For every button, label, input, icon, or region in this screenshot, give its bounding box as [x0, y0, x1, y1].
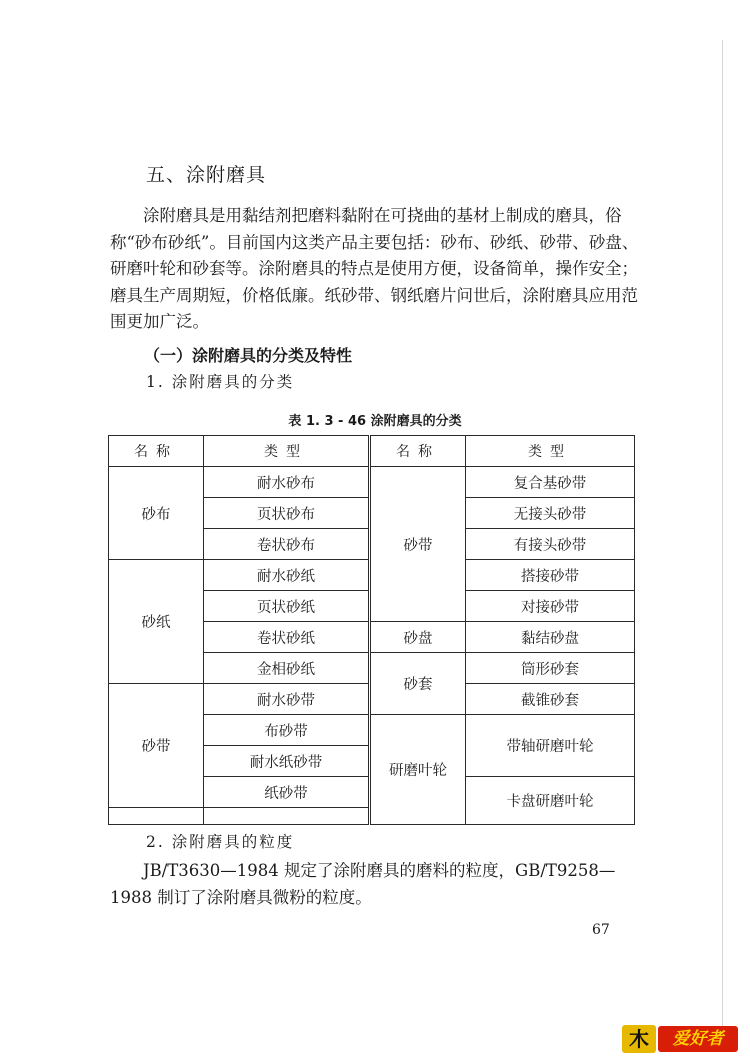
table-row [109, 467, 635, 498]
type-cell: 金相砂纸 [204, 653, 370, 684]
type-cell: 卷状砂布 [204, 529, 370, 560]
sub-item-classification: 1. 涂附磨具的分类 [146, 373, 295, 391]
group-name-cell: 砂盘 [370, 622, 466, 653]
header-name-right: 名称 [370, 436, 466, 467]
page-edge-line [722, 40, 723, 1030]
type-cell: 卡盘研磨叶轮 [466, 777, 635, 825]
type-cell: 复合基砂带 [466, 467, 635, 498]
type-cell: 页状砂纸 [204, 591, 370, 622]
group-name-cell: 砂带 [370, 467, 466, 622]
type-cell: 无接头砂带 [466, 498, 635, 529]
watermark-mark: 木 [622, 1025, 656, 1053]
group-name-cell: 砂带 [109, 684, 204, 808]
page-number: 67 [592, 922, 610, 938]
spacer-cell [109, 808, 204, 825]
table-header-row [109, 436, 635, 467]
group-name-cell: 砂布 [109, 467, 204, 560]
type-cell: 对接砂带 [466, 591, 635, 622]
type-cell: 页状砂布 [204, 498, 370, 529]
header-type-right: 类型 [466, 436, 635, 467]
section-title: 五、涂附磨具 [146, 164, 267, 186]
group-name-cell: 砂纸 [109, 560, 204, 684]
group-name-cell: 研磨叶轮 [370, 715, 466, 825]
watermark-logo [622, 1025, 740, 1053]
type-cell: 带轴研磨叶轮 [466, 715, 635, 777]
type-cell: 黏结砂盘 [466, 622, 635, 653]
type-cell: 有接头砂带 [466, 529, 635, 560]
table-caption: 表 1. 3 - 46 涂附磨具的分类 [288, 414, 462, 429]
watermark-text: 爱好者 [658, 1026, 738, 1052]
sub-item-grain-size: 2. 涂附磨具的粒度 [146, 833, 295, 851]
group-name-cell: 砂套 [370, 653, 466, 715]
type-cell: 搭接砂带 [466, 560, 635, 591]
intro-paragraph: 涂附磨具是用黏结剂把磨料黏附在可挠曲的基材上制成的磨具，俗称“砂布砂纸”。目前国内这类产品主要包括：砂布、砂纸、砂带、砂盘、研磨叶轮和砂套等。涂附磨具的特点是使用方便，设备简单，操作安全；磨具生产周期短，价格低廉。纸砂带、钢纸磨片问世后，涂附磨具应用范围更加广泛。 [110, 206, 639, 331]
type-cell: 截锥砂套 [466, 684, 635, 715]
header-name-left: 名称 [109, 436, 204, 467]
type-cell: 卷状砂纸 [204, 622, 370, 653]
spacer-cell [204, 808, 370, 825]
type-cell: 耐水砂纸 [204, 560, 370, 591]
grain-paragraph: JB/T3630—1984 规定了涂附磨具的磨料的粒度，GB/T9258—1988 制订了涂附磨具微粉的粒度。 [110, 861, 616, 907]
sub-heading: （一）涂附磨具的分类及特性 [144, 346, 353, 365]
type-cell: 耐水砂带 [204, 684, 370, 715]
type-cell: 耐水砂布 [204, 467, 370, 498]
header-type-left: 类型 [204, 436, 370, 467]
type-cell: 纸砂带 [204, 777, 370, 808]
type-cell: 布砂带 [204, 715, 370, 746]
type-cell: 筒形砂套 [466, 653, 635, 684]
type-cell: 耐水纸砂带 [204, 746, 370, 777]
classification-table [108, 435, 635, 825]
